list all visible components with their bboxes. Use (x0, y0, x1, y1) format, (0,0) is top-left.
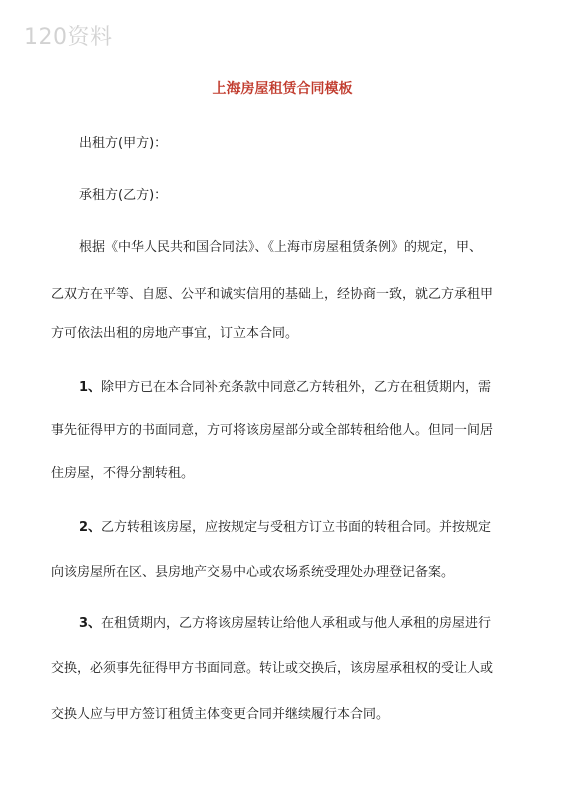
party-a-line: 出租方(甲方)： (79, 136, 168, 151)
clause-3-line: 交换人应与甲方签订租赁主体变更合同并继续履行本合同。 (51, 707, 390, 722)
clause-text: 除甲方已在本合同补充条款中同意乙方转租外，乙方在租赁期内，需 (101, 380, 492, 395)
clause-1-line: 事先征得甲方的书面同意，方可将该房屋部分或全部转租给他人。但同一间居 (51, 423, 494, 438)
clause-3-line: 交换，必须事先征得甲方书面同意。转让或交换后，该房屋承租权的受让人或 (51, 661, 494, 676)
preamble-line: 根据《中华人民共和国合同法》、《上海市房屋租赁条例》的规定，甲、 (79, 240, 483, 255)
clause-text: 乙方转租该房屋，应按规定与受租方订立书面的转租合同。并按规定 (101, 520, 492, 535)
watermark-logo: 120资料 (24, 25, 113, 50)
clause-number: 1、 (79, 380, 102, 395)
clause-2-first-line (79, 516, 491, 535)
clause-3-first-line (79, 612, 491, 631)
party-b-line: 承租方(乙方)： (79, 188, 168, 203)
preamble-line: 方可依法出租的房地产事宜，订立本合同。 (51, 326, 299, 341)
clause-1-line: 住房屋，不得分割转租。 (51, 466, 195, 481)
clause-number: 3、 (79, 616, 102, 631)
clause-text: 在租赁期内，乙方将该房屋转让给他人承租或与他人承租的房屋进行 (101, 616, 492, 631)
clause-number: 2、 (79, 520, 102, 535)
document-title: 上海房屋租赁合同模板 (212, 81, 353, 97)
preamble-line: 乙双方在平等、自愿、公平和诚实信用的基础上，经协商一致，就乙方承租甲 (51, 287, 494, 302)
clause-2-line: 向该房屋所在区、县房地产交易中心或农场系统受理处办理登记备案。 (51, 565, 455, 580)
clause-1-first-line (79, 376, 491, 395)
